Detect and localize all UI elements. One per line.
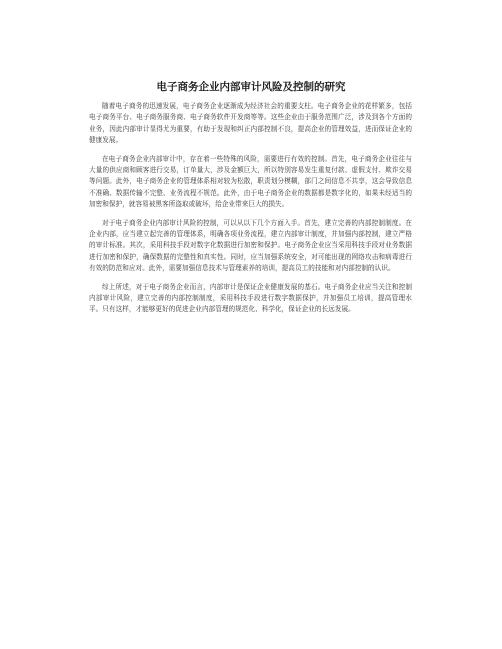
paragraph-risks: 在电子商务企业内部审计中，存在着一些特殊的风险，需要进行有效的控制。首先，电子商务企业往往与大量的供应商和顾客进行交易，订单量大，涉及金额巨大，所以特别容易发生重复付款、虚假支付、欺诈交易等问题。此外，电子商务企业的管理体系相对较为松散，职责划分模糊，部门之间信息不共享，这会导致信息不准确、数据传输不完整、业务流程不规范。此外，由于电子商务企业的数据都是数字化的，如果未经适当的加密和保护，就容易被黑客所盗取或破坏，给企业带来巨大的损失。 xyxy=(89,154,412,208)
paragraph-intro: 随着电子商务的迅速发展，电子商务企业逐渐成为经济社会的重要支柱。电子商务企业的花样繁多，包括电子商务平台、电子商务服务商、电子商务软件开发商等等。这些企业由于服务范围广泛，涉及到各个方面的业务，因此内部审计显得尤为重要，有助于发现和纠正内部控制不良，提高企业的管理效益，进而保证企业的健康发展。 xyxy=(89,102,412,144)
document-body xyxy=(89,101,412,323)
paragraph-conclusion: 综上所述，对于电子商务企业而言，内部审计是保证企业健康发展的基石。电子商务企业应当关注和控制内部审计风险，建立完善的内部控制制度，采用科技手段进行数字数据保护，并加强员工培训，提高管理水平。只有这样，才能够更好的促进企业内部管理的规范化、科学化，保证企业的长远发展。 xyxy=(89,282,412,314)
paragraph-controls: 对于电子商务企业内部审计风险的控制，可以从以下几个方面入手。首先，建立完善的内部控制制度。在企业内部，应当建立起完善的管理体系，明确各项业务流程，建立内部审计制度，并加强内部控制，建立严格的审计标准。其次，采用科技手段对数字化数据进行加密和保护。电子商务企业应当采用科技手段对业务数据进行加密和保护，确保数据的完整性和真实性。同时，应当加强系统安全，对可能出现的网络攻击和病毒进行有效的防范和应对。此外，需要加强信息技术与管理素养的培训，提高员工的技能和对内部控制的认识。 xyxy=(89,218,412,272)
document-title: 电子商务企业内部审计风险及控制的研究 xyxy=(156,81,346,93)
